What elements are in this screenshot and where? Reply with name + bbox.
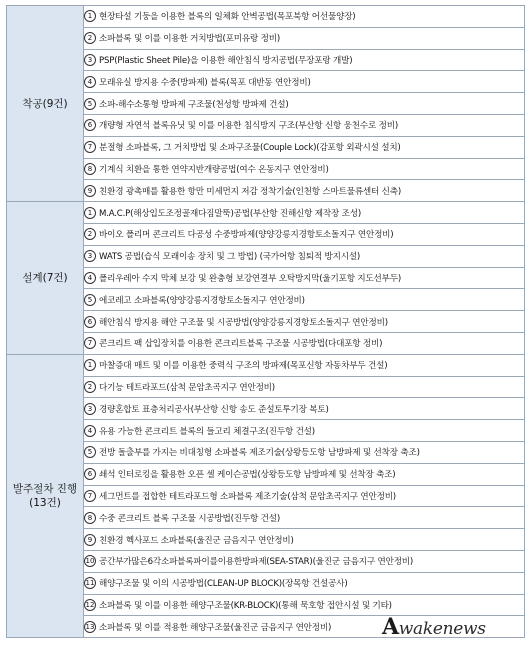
item-cell (84, 398, 525, 420)
table-row (7, 71, 525, 93)
table-row (7, 136, 525, 158)
table-row (7, 463, 525, 485)
item-description: 개량형 자연석 블록유닛 및 이를 이용한 침식방지 구조(부산항 신항 웅천수로 정비) (99, 121, 398, 132)
item-number-badge: 4 (84, 272, 96, 284)
table-row (7, 267, 525, 289)
item-number-badge: 7 (84, 490, 96, 502)
item-number-badge: 9 (84, 534, 96, 546)
table-row (7, 572, 525, 594)
item-number-badge: 9 (84, 185, 96, 197)
item-number-badge: 10 (85, 557, 95, 566)
tech-application-table (6, 5, 525, 638)
table-row (7, 594, 525, 616)
table-body (7, 6, 525, 638)
item-cell (84, 245, 525, 267)
item-cell (84, 6, 525, 28)
item-description: 세그먼트를 접합한 테트라포드형 소파블록 제조기술(삼척 문암초곡지구 연안정비) (99, 491, 396, 502)
item-number-badge: 1 (84, 10, 96, 22)
table-row (7, 6, 525, 28)
item-description: 콘크리트 팩 삽입장치를 이용한 콘크리트블록 구조물 시공방법(다대포항 정비) (99, 339, 383, 350)
category-label: (13건) (29, 496, 61, 509)
item-number-badge: 5 (84, 446, 96, 458)
table-row (7, 49, 525, 71)
item-description: 현장타설 기둥을 이용한 블록의 일체화 안벽공법(목포북항 어선물양장) (99, 12, 356, 23)
item-number-badge: 8 (84, 163, 96, 175)
table-row (7, 223, 525, 245)
table-row (7, 180, 525, 202)
item-cell (84, 376, 525, 398)
item-cell (84, 202, 525, 224)
item-number-badge: 6 (84, 468, 96, 480)
item-number-badge: 2 (84, 381, 96, 393)
item-cell (84, 93, 525, 115)
table-row (7, 529, 525, 551)
item-description: 유용 가능한 콘크리트 블록의 들고리 체결구조(진두항 건설) (99, 426, 315, 437)
item-description: 에코레고 소파블록(양양강릉지경항토소돌지구 연안정비) (99, 295, 305, 306)
table-row (7, 354, 525, 376)
table-row (7, 332, 525, 354)
item-cell (84, 332, 525, 354)
item-number-badge: 2 (84, 228, 96, 240)
table-row (7, 507, 525, 529)
item-cell (84, 485, 525, 507)
item-description: 해안침식 방지용 해안 구조물 및 시공방법(양양강릉지경항토소돌지구 연안정비) (99, 317, 388, 328)
table-row (7, 485, 525, 507)
item-number-badge: 6 (84, 316, 96, 328)
item-description: 다기능 테트라포드(삼척 문암초곡지구 연안정비) (99, 382, 275, 393)
item-cell (84, 550, 525, 572)
item-description: 소파블록 및 이를 이용한 거치방법(포미유랑 정비) (99, 34, 280, 45)
item-number-badge: 1 (84, 207, 96, 219)
table-row (7, 27, 525, 49)
item-description: WATS 공법(습식 모래이송 장치 및 그 방법) (국가어항 침퇴적 방지시설) (99, 252, 361, 263)
item-description: 소파-해수소통형 방파제 구조물(천성항 방파제 건설) (99, 99, 289, 110)
item-number-badge: 13 (85, 622, 95, 631)
item-number-badge: 7 (84, 337, 96, 349)
item-number-badge: 11 (85, 579, 95, 588)
item-cell (84, 223, 525, 245)
item-cell (84, 529, 525, 551)
item-cell (84, 49, 525, 71)
item-description: 분절형 소파블록, 그 거치방법 및 소파구조물(Couple Lock)(감포항 외곽시설 설치) (99, 143, 401, 154)
item-cell (84, 463, 525, 485)
item-description: 친환경 광촉매를 활용한 항만 미세먼지 저감 정착기술(인천항 스마트물류센터 신축) (99, 186, 402, 197)
table-row (7, 376, 525, 398)
table-row (7, 158, 525, 180)
item-description: 마찰증대 매트 및 이를 이용한 중력식 구조의 방파제(목포신항 자동차부두 건설) (99, 361, 388, 372)
table-row (7, 289, 525, 311)
item-number-badge: 3 (84, 250, 96, 262)
item-cell (84, 158, 525, 180)
item-number-badge: 1 (84, 359, 96, 371)
item-description: 공간부가많은6각소파블록파이를이용한방파제(SEA-STAR)(울진군 금음지구 연안정비) (99, 557, 414, 568)
table-row (7, 93, 525, 115)
item-cell (84, 289, 525, 311)
item-cell (84, 267, 525, 289)
table-row (7, 420, 525, 442)
table-row (7, 245, 525, 267)
category-cell (7, 202, 84, 355)
item-cell (84, 27, 525, 49)
item-number-badge: 4 (84, 425, 96, 437)
item-description: 모래유실 방지용 수중(방파제) 블록(목포 대반동 연안정비) (99, 77, 311, 88)
item-number-badge: 2 (84, 32, 96, 44)
item-description: PSP(Plastic Sheet Pile)을 이용한 해안침식 방지공법(무장포랑 개발) (99, 55, 353, 66)
item-description: 경량혼합토 표층처리공사(부산항 신항 송도 준설토투기장 복토) (99, 404, 329, 415)
table-row (7, 114, 525, 136)
item-number-badge: 5 (84, 98, 96, 110)
item-description: 쇄석 인터로킹을 활용한 오픈 셀 케이슨공법(상왕등도항 남방파제 및 선착장 축조) (99, 470, 396, 481)
awakenews-watermark: Awakenews (382, 614, 486, 640)
table-row (7, 311, 525, 333)
table-row (7, 441, 525, 463)
item-number-badge: 6 (84, 119, 96, 131)
item-number-badge: 3 (84, 403, 96, 415)
item-cell (84, 71, 525, 93)
item-cell (84, 420, 525, 442)
item-cell (84, 114, 525, 136)
item-description: 전방 돌출부를 가지는 비대칭형 소파블록 제조기술(상왕등도항 남방파제 및 선착장 축조) (99, 448, 420, 459)
item-description: 친환경 헥사포드 소파블록(울진군 금음지구 연안정비) (99, 535, 294, 546)
item-cell (84, 136, 525, 158)
item-number-badge: 4 (84, 76, 96, 88)
item-cell (84, 594, 525, 616)
item-number-badge: 3 (84, 54, 96, 66)
item-cell (84, 572, 525, 594)
item-description: 폴리우레아 수지 막체 보강 및 완충형 보강연결부 오탁방지막(울기포항 지도선부두) (99, 273, 402, 284)
item-description: 해양구조물 및 이의 시공방법(CLEAN-UP BLOCK)(장목항 건설공사) (99, 579, 348, 590)
item-number-badge: 5 (84, 294, 96, 306)
item-cell (84, 180, 525, 202)
item-cell (84, 311, 525, 333)
item-description: M.A.C.P(해상입도조정골재다짐말뚝)공법(부산항 진해신항 제작장 조성) (99, 208, 361, 219)
category-cell (7, 6, 84, 202)
item-description: 기계식 치환을 통한 연약지반개량공법(여수 온동지구 연안정비) (99, 164, 329, 175)
category-label: 발주절차 진행 (12, 482, 78, 495)
item-cell (84, 507, 525, 529)
category-label: 착공(9건) (22, 97, 68, 110)
item-number-badge: 8 (84, 512, 96, 524)
category-cell (7, 354, 84, 637)
item-cell (84, 354, 525, 376)
item-description: 수중 콘크리트 블록 구조물 시공방법(진두항 건설) (99, 513, 280, 524)
table-row (7, 550, 525, 572)
item-description: 소파블록 및 이를 적용한 해양구조물(울진군 금음지구 연안정비) (99, 622, 332, 633)
item-cell (84, 441, 525, 463)
item-description: 소파블록 및 이를 이용한 해양구조물(KR-BLOCK)(통해 묵호항 접안시설 및 기타) (99, 600, 392, 611)
item-number-badge: 7 (84, 141, 96, 153)
item-number-badge: 12 (85, 600, 95, 609)
table-row (7, 398, 525, 420)
table-row (7, 202, 525, 224)
item-description: 바이오 폴리머 콘크리트 다공성 수중방파제(양양강릉지경항토소돌지구 연안정비) (99, 230, 394, 241)
category-label: 설계(7건) (22, 271, 68, 284)
